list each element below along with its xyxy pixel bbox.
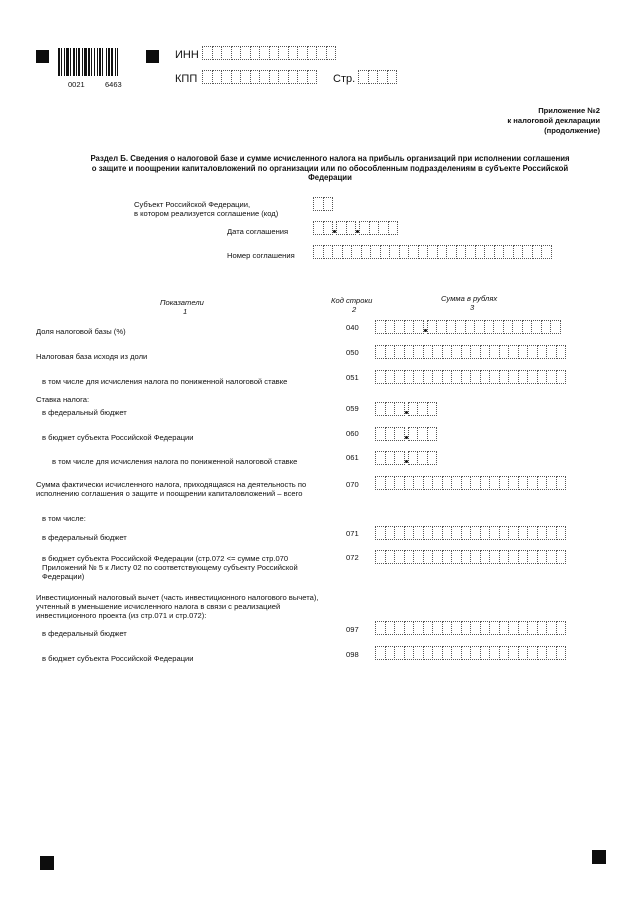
date-label: Дата соглашения: [227, 227, 289, 236]
tax-base-field[interactable]: [375, 345, 565, 359]
row-label-051: в том числе для исчисления налога по пониженной налоговой ставке: [42, 377, 288, 386]
investment-deduction-label: Инвестиционный налоговый вычет (часть инвестиционного налогового вычета), учтенный в уменьшение исчисленного налога в связи с реализацией инвестиционного проекта (из стр.071 и стр.072):: [36, 593, 319, 620]
tax-rate-label: Ставка налога:: [36, 395, 90, 404]
section-title: Раздел Б. Сведения о налоговой базе и сумме исчисленного налога на прибыль организаций при исполнении соглашения о защите и поощрении капиталовложений по организации или по обособленным подразделениям в субъекте Российской Федерации: [90, 154, 570, 182]
row-code-070: 070: [346, 480, 359, 489]
barcode-bar: [118, 48, 120, 76]
page-number-field[interactable]: [358, 70, 396, 84]
row-code-059: 059: [346, 404, 359, 413]
row-code-061: 061: [346, 453, 359, 462]
corner-marker-top-left: [36, 50, 49, 63]
page-label: Стр.: [333, 73, 356, 85]
kpp-label: КПП: [175, 73, 198, 85]
inn-label: ИНН: [175, 49, 199, 61]
column-sum-header: Сумма в рублях: [441, 294, 498, 303]
federal-tax-field[interactable]: [375, 526, 565, 540]
row-label-040: Доля налоговой базы (%): [36, 327, 126, 336]
row-code-072: 072: [346, 553, 359, 562]
federal-deduction-field[interactable]: [375, 621, 565, 635]
row-label-097: в федеральный бюджет: [42, 629, 127, 638]
agreement-date-field[interactable]: [313, 221, 397, 235]
regional-tax-field[interactable]: [375, 550, 565, 564]
corner-marker-bottom-left: [40, 856, 54, 870]
federal-rate-field[interactable]: [375, 402, 436, 416]
row-code-051: 051: [346, 373, 359, 382]
appendix-line-2: к налоговой декларации: [507, 116, 600, 125]
barcode-number-right: 6463: [105, 80, 122, 89]
column-code-number: 2: [352, 305, 357, 314]
column-code-header: Код строки: [331, 296, 373, 305]
agreement-number-field[interactable]: [313, 245, 551, 259]
corner-marker-bottom-right: [592, 850, 606, 864]
appendix-line-3: (продолжение): [544, 126, 600, 135]
row-label-072: в бюджет субъекта Российской Федерации (стр.072 <= сумме стр.070 Приложений № 5 к Листу 02 по соответствующему субъекту Российской Федерации): [42, 554, 298, 581]
row-label-050: Налоговая база исходя из доли: [36, 352, 148, 361]
row-code-040: 040: [346, 323, 359, 332]
row-code-050: 050: [346, 348, 359, 357]
appendix-line-1: Приложение №2: [538, 106, 600, 115]
row-label-070: Сумма фактически исчисленного налога, приходящаяся на деятельность по исполнению соглашения о защите и поощрении капиталовложений – всего: [36, 480, 307, 498]
subject-label-2: в котором реализуется соглашение (код): [134, 209, 279, 218]
number-label: Номер соглашения: [227, 251, 295, 260]
kpp-field[interactable]: [202, 70, 316, 84]
corner-marker-top-middle: [146, 50, 159, 63]
barcode: [58, 48, 120, 78]
row-code-097: 097: [346, 625, 359, 634]
regional-deduction-field[interactable]: [375, 646, 565, 660]
row-label-061: в том числе для исчисления налога по пониженной налоговой ставке: [52, 457, 298, 466]
row-code-098: 098: [346, 650, 359, 659]
barcode-number-left: 0021: [68, 80, 85, 89]
inn-field[interactable]: [202, 46, 335, 60]
row-label-059: в федеральный бюджет: [42, 408, 127, 417]
row-code-060: 060: [346, 429, 359, 438]
reduced-rate-base-field[interactable]: [375, 370, 565, 384]
column-sum-number: 3: [470, 303, 475, 312]
total-tax-field[interactable]: [375, 476, 565, 490]
including-label: в том числе:: [42, 514, 86, 523]
share-percent-field[interactable]: [375, 320, 560, 334]
row-label-060: в бюджет субъекта Российской Федерации: [42, 433, 194, 442]
row-code-071: 071: [346, 529, 359, 538]
reduced-regional-rate-field[interactable]: [375, 451, 436, 465]
column-indicators-header: Показатели: [160, 298, 204, 307]
column-indicators-number: 1: [183, 307, 188, 316]
regional-rate-field[interactable]: [375, 427, 436, 441]
row-label-098: в бюджет субъекта Российской Федерации: [42, 654, 194, 663]
row-label-071: в федеральный бюджет: [42, 533, 127, 542]
subject-code-field[interactable]: [313, 197, 332, 211]
subject-label: Субъект Российской Федерации,: [134, 200, 251, 209]
